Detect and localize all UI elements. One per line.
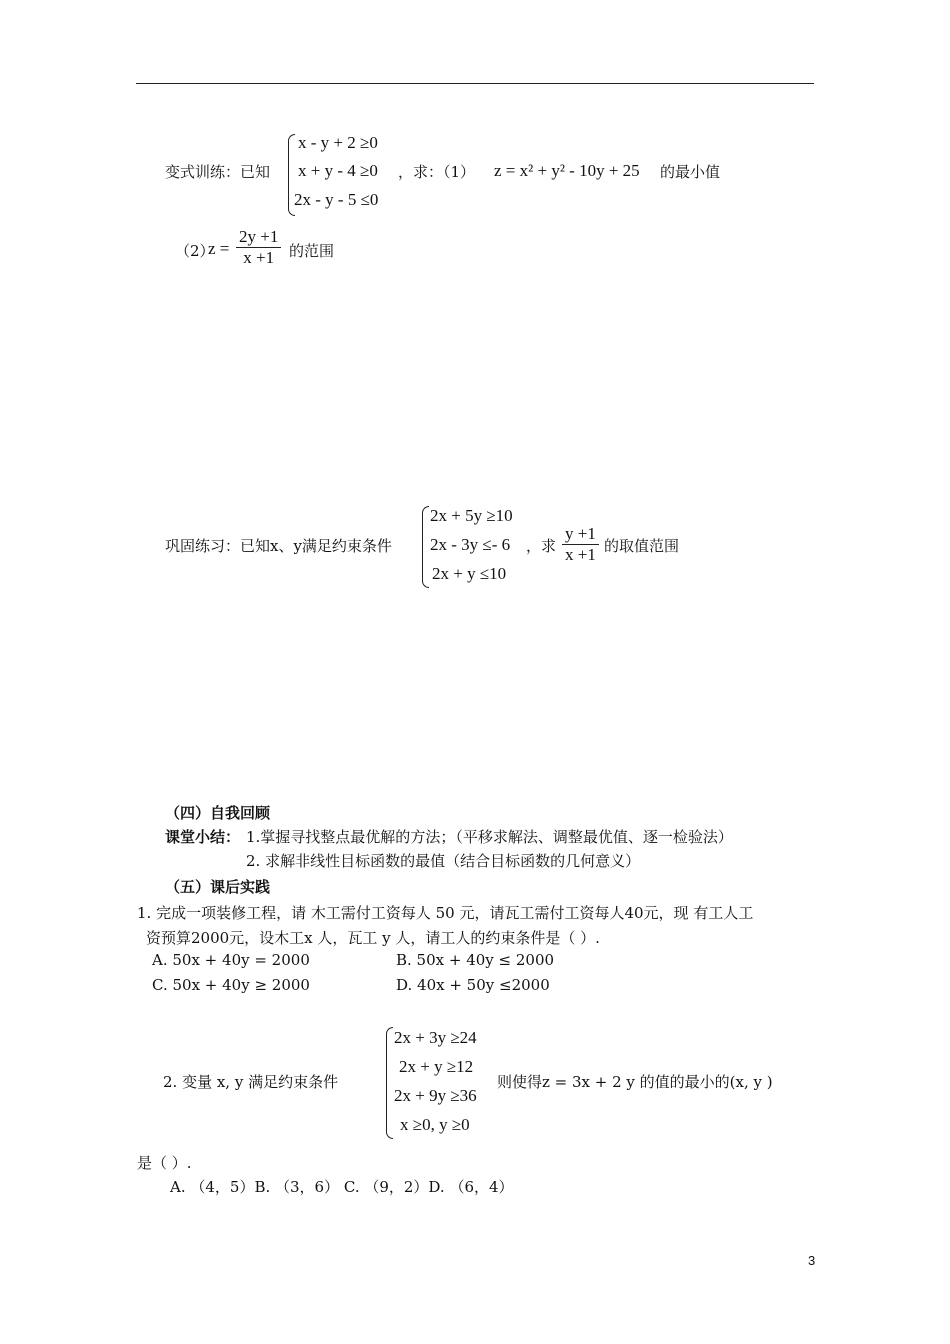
variant-q1-expr: z = x² + y² - 10y + 25 bbox=[494, 161, 640, 180]
consolidate-denominator: x +1 bbox=[565, 545, 596, 564]
consolidate-label: 巩固练习：已知x、y满足约束条件 bbox=[165, 537, 392, 555]
consolidate-constraint-2: 2x - 3y ≤- 6 bbox=[430, 535, 511, 554]
variant-constraint-1: x - y + 2 ≥0 bbox=[298, 133, 378, 152]
practice-q1-option-a: A. 50x + 40y = 2000 bbox=[152, 951, 310, 969]
consolidate-constraint-3: 2x + y ≤10 bbox=[432, 564, 507, 583]
practice-q1-line2: 资预算2000元，设木工x 人，瓦工 y 人，请工人的约束条件是（ ）. bbox=[146, 929, 600, 947]
variant-constraint-3: 2x - y - 5 ≤0 bbox=[294, 190, 379, 209]
variant-constraint-2: x + y - 4 ≥0 bbox=[298, 161, 378, 180]
practice-q2-constraint-3: 2x + 9y ≥36 bbox=[394, 1086, 477, 1105]
practice-q2-constraint-1: 2x + 3y ≥24 bbox=[394, 1028, 477, 1047]
consolidate-fraction bbox=[562, 524, 599, 565]
practice-q2-tail: 则使得z = 3x + 2 y 的值的最小的(x, y ) bbox=[497, 1073, 773, 1091]
review-heading: （四）自我回顾 bbox=[165, 804, 271, 822]
summary-item-1: 1.掌握寻找整点最优解的方法；（平移求解法、调整最优值、逐一检验法） bbox=[246, 828, 733, 846]
variant-q2-fraction bbox=[236, 227, 281, 268]
practice-q2-constraint-4: x ≥0, y ≥0 bbox=[400, 1115, 470, 1134]
consolidate-constraint-1: 2x + 5y ≥10 bbox=[430, 506, 513, 525]
variant-q2-numerator: 2y +1 bbox=[236, 227, 281, 248]
summary-item-2: 2. 求解非线性目标函数的最值（结合目标函数的几何意义） bbox=[246, 852, 641, 870]
page-number: 3 bbox=[808, 1253, 816, 1268]
variant-q1-tail: 的最小值 bbox=[660, 163, 721, 181]
variant-q2-prefix: （2） bbox=[175, 242, 215, 260]
practice-q1-option-d: D. 40x + 50y ≤2000 bbox=[396, 976, 550, 994]
practice-q2-label: 2. 变量 x, y 满足约束条件 bbox=[163, 1073, 339, 1091]
variant-ask: ，求：（1） bbox=[398, 163, 476, 181]
variant-q2-z: z = bbox=[208, 239, 230, 258]
practice-q2-options: A. （4，5）B. （3，6） C. （9，2）D. （6，4） bbox=[170, 1178, 514, 1196]
consolidate-numerator: y +1 bbox=[562, 524, 599, 545]
practice-q2-brace bbox=[386, 1027, 393, 1139]
practice-q1-line1: 1. 完成一项装修工程，请 木工需付工资每人 50 元，请瓦工需付工资每人40元，现 有工人工 bbox=[137, 904, 754, 922]
practice-q1-option-c: C. 50x + 40y ≥ 2000 bbox=[152, 976, 310, 994]
practice-q2-constraint-2: 2x + y ≥12 bbox=[399, 1057, 474, 1076]
header-rule bbox=[136, 83, 814, 84]
practice-q2-line2: 是（ ）. bbox=[137, 1154, 192, 1172]
practice-heading: （五）课后实践 bbox=[165, 878, 271, 896]
practice-q1-option-b: B. 50x + 40y ≤ 2000 bbox=[396, 951, 555, 969]
variant-q2-denominator: x +1 bbox=[243, 248, 275, 267]
variant-label: 变式训练：已知 bbox=[165, 163, 271, 181]
summary-label: 课堂小结： bbox=[165, 828, 241, 846]
consolidate-brace bbox=[422, 506, 429, 588]
consolidate-tail: 的取值范围 bbox=[604, 537, 680, 555]
consolidate-ask: ，求 bbox=[526, 537, 557, 555]
variant-q2-tail: 的范围 bbox=[289, 242, 335, 260]
